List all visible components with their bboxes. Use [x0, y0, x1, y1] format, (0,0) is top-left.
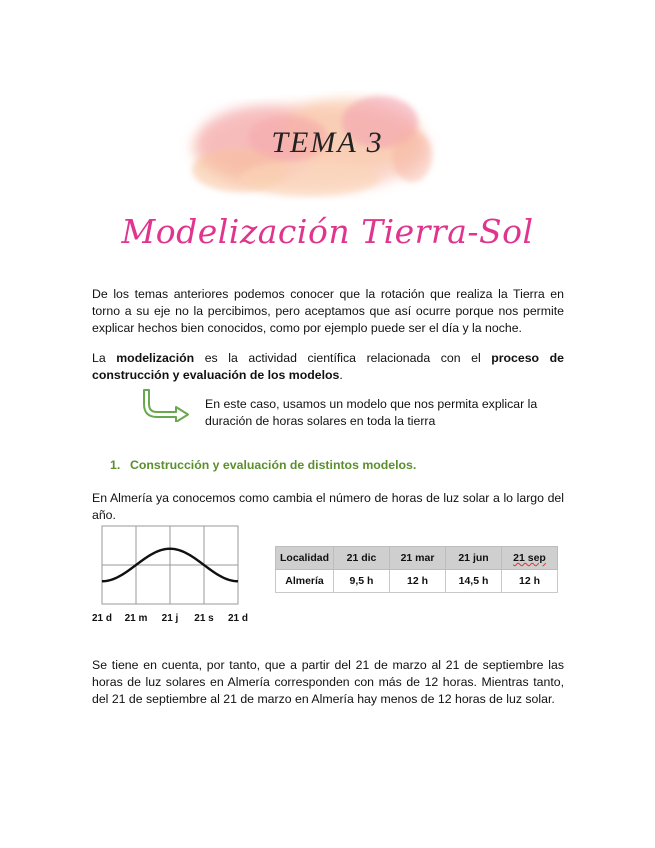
curved-arrow-right-icon — [143, 388, 191, 422]
definition-text: La — [92, 351, 117, 365]
section-title: Construcción y evaluación de distintos modelos. — [130, 458, 417, 472]
tema-title: TEMA 3 — [271, 126, 384, 159]
page-title: Modelización Tierra-Sol — [121, 212, 534, 251]
table-cell: 9,5 h — [334, 570, 390, 593]
table-header-label: 21 sep — [513, 552, 546, 564]
table-header-cell: 21 mar — [390, 547, 446, 570]
chart-tick-label: 21 d — [227, 613, 249, 624]
table-header-cell: 21 jun — [446, 547, 502, 570]
conclusion-paragraph: Se tiene en cuenta, por tanto, que a partir del 21 de marzo al 21 de septiembre las horas de luz solares en Almería corresponden con más de 12 horas. Mientras tanto, del 21 de septiembre al 21 de marzo en Almería hay menos de 12 horas de luz solar. — [92, 658, 564, 706]
table-cell: 14,5 h — [446, 570, 502, 593]
table-header-cell: Localidad — [276, 547, 334, 570]
arrow-note: En este caso, usamos un modelo que nos permita explicar la duración de horas solares en toda la tierra — [205, 397, 538, 428]
daylight-table — [275, 546, 558, 593]
definition-text: es la actividad científica relacionada con el — [194, 351, 492, 365]
chart-tick-label: 21 s — [194, 613, 214, 624]
definition-emphasis: proceso de construcción y evaluación de los modelos — [92, 351, 564, 382]
chart-tick-label: 21 m — [124, 613, 148, 624]
definition-term: modelización — [116, 351, 195, 365]
table-row — [276, 570, 558, 593]
almeria-paragraph: En Almería ya conocemos como cambia el número de horas de luz solar a lo largo del año. — [92, 491, 564, 522]
table-header-row — [276, 547, 558, 570]
daylight-chart — [88, 522, 258, 632]
table-header-cell — [502, 547, 558, 570]
table-cell: Almería — [276, 570, 334, 593]
section-number: 1. — [110, 458, 121, 472]
chart-tick-label: 21 d — [91, 613, 113, 624]
definition-text: . — [339, 368, 343, 382]
table-header-cell: 21 dic — [334, 547, 390, 570]
section-heading — [110, 458, 416, 472]
chart-tick-label: 21 j — [161, 613, 179, 624]
table-cell: 12 h — [502, 570, 558, 593]
definition-paragraph — [92, 350, 564, 384]
intro-paragraph: De los temas anteriores podemos conocer que la rotación que realiza la Tierra en torno a su eje no la percibimos, pero aceptamos que así ocurre porque nos permite explicar hechos bien conocidos, como por ejemplo puede ser el día y la noche. — [92, 287, 564, 335]
table-cell: 12 h — [390, 570, 446, 593]
